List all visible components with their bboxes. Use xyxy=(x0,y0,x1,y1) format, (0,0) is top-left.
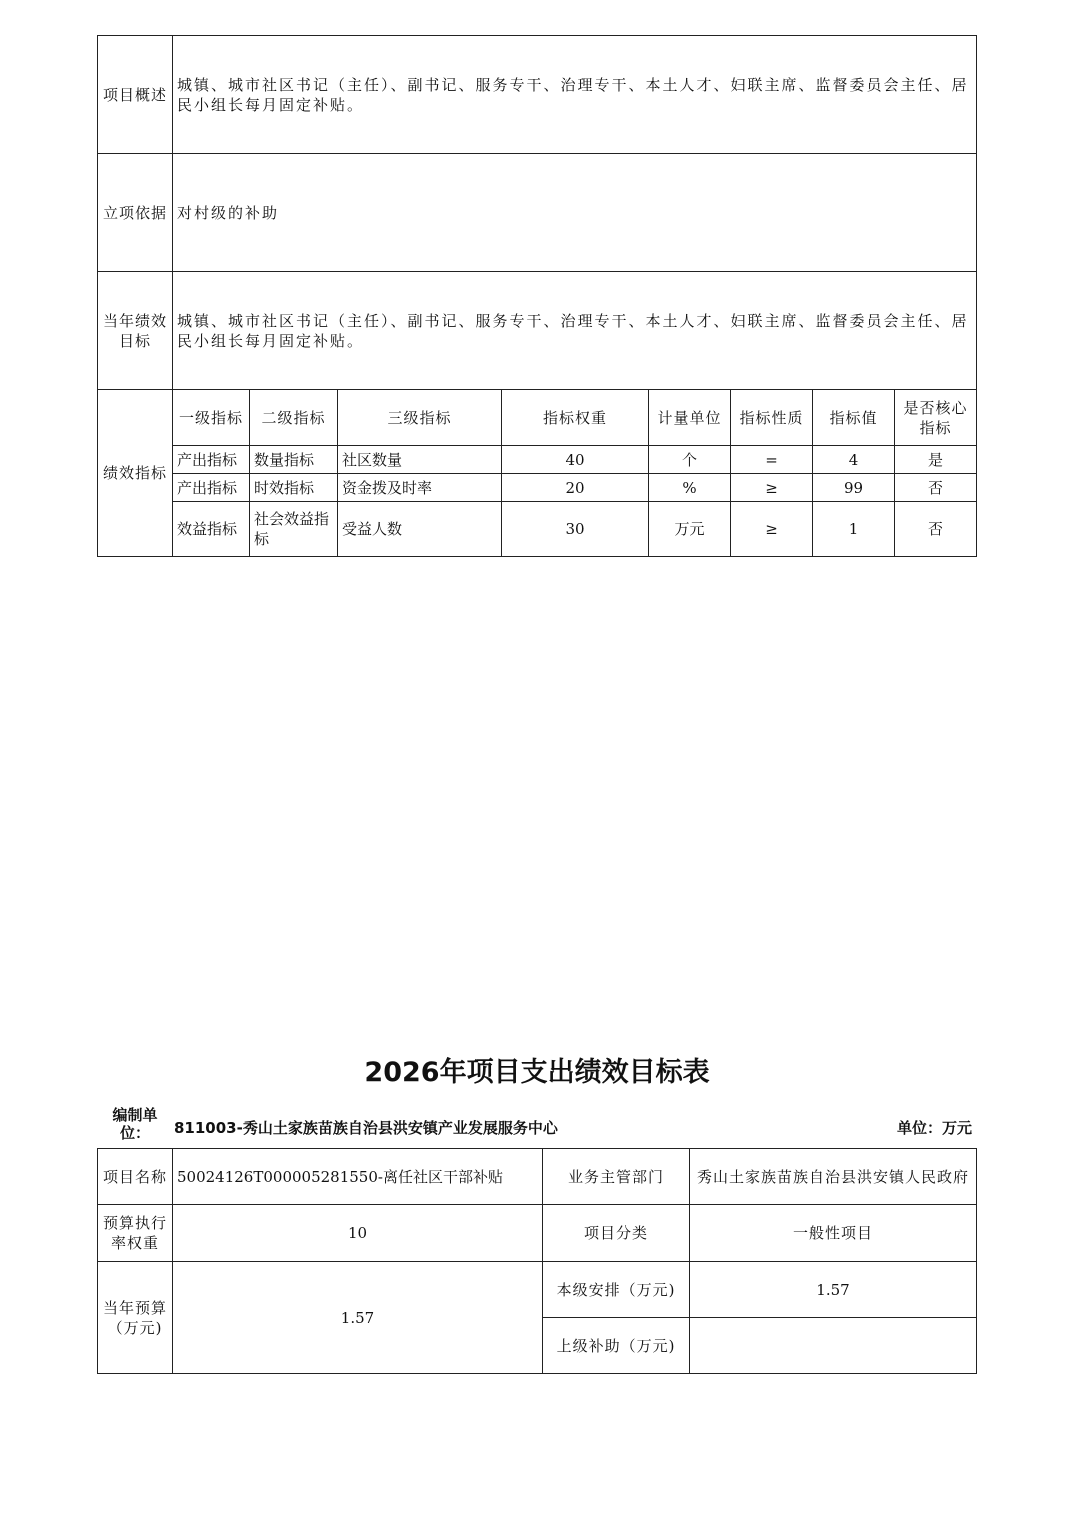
project-info-table xyxy=(97,1148,977,1374)
header-cell: 一级指标 xyxy=(173,390,250,446)
table-cell: 是 xyxy=(895,446,977,474)
table-cell: 否 xyxy=(895,502,977,557)
project-name-value: 50024126T000005281550-离任社区干部补贴 xyxy=(173,1149,543,1205)
header-cell: 三级指标 xyxy=(338,390,502,446)
table-cell: 资金拨及时率 xyxy=(338,474,502,502)
table-cell: 数量指标 xyxy=(250,446,338,474)
table-row xyxy=(98,502,977,557)
unit-value: 811003-秀山土家族苗族自治县洪安镇产业发展服务中心 xyxy=(174,1119,558,1137)
unit-label: 编制单位： xyxy=(112,1106,158,1142)
table-cell: 4 xyxy=(813,446,895,474)
table-cell: ≥ xyxy=(731,474,813,502)
table-row xyxy=(98,474,977,502)
basis-label: 立项依据 xyxy=(98,154,173,272)
table-cell: 20 xyxy=(502,474,649,502)
page-title: 2026年项目支出绩效目标表 xyxy=(364,1057,710,1088)
table-cell: 社会效益指标 xyxy=(250,502,338,557)
table-cell: 40 xyxy=(502,446,649,474)
performance-table xyxy=(97,35,977,557)
project-name-label: 项目名称 xyxy=(98,1149,173,1205)
header-cell: 计量单位 xyxy=(649,390,731,446)
overview-label: 项目概述 xyxy=(98,36,173,154)
category-value: 一般性项目 xyxy=(690,1205,977,1262)
header-cell: 指标权重 xyxy=(502,390,649,446)
table-cell: 否 xyxy=(895,474,977,502)
table-cell: 万元 xyxy=(649,502,731,557)
exec-rate-value: 10 xyxy=(173,1205,543,1262)
table-cell: = xyxy=(731,446,813,474)
table-cell: ≥ xyxy=(731,502,813,557)
goal-text: 城镇、城市社区书记（主任）、副书记、服务专干、治理专干、本土人才、妇联主席、监督委员会主任、居民小组长每月固定补贴。 xyxy=(173,272,977,390)
table-cell: 时效指标 xyxy=(250,474,338,502)
basis-row xyxy=(98,154,977,272)
goal-row xyxy=(98,272,977,390)
budget-value: 1.57 xyxy=(173,1262,543,1374)
table-cell: 产出指标 xyxy=(173,474,250,502)
currency-note: 单位：万元 xyxy=(896,1119,972,1137)
exec-rate-label: 预算执行率权重 xyxy=(98,1205,173,1262)
indicator-header-row xyxy=(98,390,977,446)
table-cell: 30 xyxy=(502,502,649,557)
table-cell: 产出指标 xyxy=(173,446,250,474)
header-cell: 指标性质 xyxy=(731,390,813,446)
dept-label: 业务主管部门 xyxy=(543,1149,690,1205)
table-cell: 99 xyxy=(813,474,895,502)
upper-value xyxy=(690,1318,977,1374)
table-cell: 效益指标 xyxy=(173,502,250,557)
dept-value: 秀山土家族苗族自治县洪安镇人民政府 xyxy=(690,1149,977,1205)
header-cell: 指标值 xyxy=(813,390,895,446)
local-value: 1.57 xyxy=(690,1262,977,1318)
exec-rate-row xyxy=(98,1205,977,1262)
table-row xyxy=(98,446,977,474)
table-cell: 社区数量 xyxy=(338,446,502,474)
table-cell: 受益人数 xyxy=(338,502,502,557)
upper-label: 上级补助（万元) xyxy=(543,1318,690,1374)
table-cell: % xyxy=(649,474,731,502)
table-cell: 个 xyxy=(649,446,731,474)
category-label: 项目分类 xyxy=(543,1205,690,1262)
basis-text: 对村级的补助 xyxy=(173,154,977,272)
overview-row xyxy=(98,36,977,154)
local-label: 本级安排（万元) xyxy=(543,1262,690,1318)
header-cell: 二级指标 xyxy=(250,390,338,446)
budget-row xyxy=(98,1262,977,1318)
table-cell: 1 xyxy=(813,502,895,557)
header-cell: 是否核心指标 xyxy=(895,390,977,446)
indicators-label: 绩效指标 xyxy=(98,390,173,557)
goal-label: 当年绩效目标 xyxy=(98,272,173,390)
budget-label: 当年预算（万元) xyxy=(98,1262,173,1374)
project-name-row xyxy=(98,1149,977,1205)
overview-text: 城镇、城市社区书记（主任）、副书记、服务专干、治理专干、本土人才、妇联主席、监督委员会主任、居民小组长每月固定补贴。 xyxy=(173,36,977,154)
